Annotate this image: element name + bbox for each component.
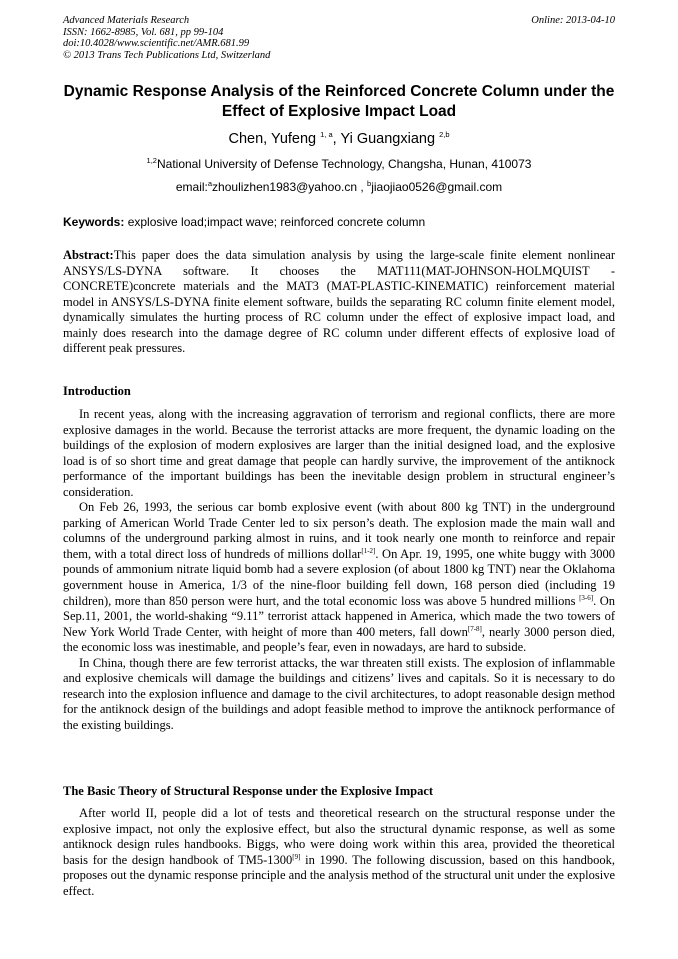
author-1: Chen, Yufeng [228,131,321,147]
abstract-text: This paper does the data simulation analysis by using the large-scale finite element nonlinear ANSYS/LS-DYNA software. It chooses the MAT111(MAT-JOHNSON-HOLMQUIST -CONCRETE)concrete materials and the MAT3 (MAT-PLASTIC-KINEMATIC) reinforcement material model in ANSYS/LS-DYNA finite element software, builds the separating RC column finite element model, dynamically simulates the hurting process of RC column under the effect of explosive impact load, and mainly does research into the damage degree of RC column under different effects of explosive load of different peak pressures. [63,248,615,356]
basic-theory-body [63,806,615,899]
journal-header [63,15,615,61]
affiliation-sup: 1,2 [146,156,157,165]
doi-line: doi:10.4028/www.scientific.net/AMR.681.99 [63,38,250,49]
author-separator: , [332,131,341,147]
basic-paragraph-1 [63,806,615,899]
author-2: Yi Guangxiang [340,131,440,147]
copyright-line: © 2013 Trans Tech Publications Ltd, Switzerland [63,49,271,61]
citation-ref: [7-8] [467,624,482,633]
email-a-sup: a [207,179,213,188]
intro-p2-part-a: On Feb 26, 1993, the serious car bomb explosive event (with about 800 kg TNT) in the underground parking of American World Trade Center led to six person’s death. The explosion made the main wall and columns of the underground parking almost in ruins, and it took nearly one month to reinforce and repair them, with a total direct loss of hundreds of millions dollar [63,500,615,561]
journal-name: Advanced Materials Research [63,15,190,26]
keywords-label: Keywords: [63,215,125,229]
abstract-label: Abstract: [63,248,114,262]
citation-ref: [1-2] [361,546,376,555]
online-date: Online: 2013-04-10 [531,15,615,26]
introduction-body [63,407,615,733]
paper-title: Dynamic Response Analysis of the Reinforced Concrete Column under the Effect of Explosive Impact Load [63,83,615,120]
intro-paragraph-1: In recent yeas, along with the increasing aggravation of terrorism and regional conflicts, there are more explosive damages in the world. Because the terrorist attacks are more frequent, the dynamic loading on the buildings of the explosion of modern explosives are larger than the initial designed load, and the explosive load is of so short time and great damage that people can hardly survive, the improvement of the antiknock performance of the important buildings has been the inevitable design problem in structural engineer’s consideration. [63,407,615,499]
intro-p2-part-d: , nearly 3000 person died, the economic loss was inestimable, and people’s fear, even in nowadays, are hard to subside. [63,624,616,655]
issn-line: ISSN: 1662-8985, Vol. 681, pp 99-104 [63,26,224,38]
email-prefix: email: [175,180,208,194]
email-a: zhoulizhen1983@yahoo.cn [212,180,358,194]
email-b: jiaojiao0526@gmail.com [371,180,503,194]
section-heading-basic-theory: The Basic Theory of Structural Response under the Explosive Impact [63,784,434,798]
citation-ref: [3-6] [579,593,594,602]
affiliation [0,157,678,171]
citation-ref: [9] [292,852,301,861]
section-heading-introduction: Introduction [63,384,131,398]
affiliation-text: National University of Defense Technology, Changsha, Hunan, 410073 [156,157,532,171]
email-line [0,180,678,194]
email-b-sup: b [367,179,372,188]
keywords [63,215,615,229]
intro-paragraph-3: In China, though there are few terrorist attacks, the war threaten still exists. The explosion of inflammable and explosive chemicals will damage the buildings and citizens’ lives and capitals. So it is necessary to do research into the explosion influence and damage to the civil architectures, to adopt reasonable design method for the antiknock design of the buildings and adopt feasible method to improve the antiknock performance of the existing buildings. [63,655,615,732]
intro-p2-part-c: . On Sep.11, 2001, the world-shaking “9.11” terrorist attack happened in America, which made the two towers of New York World Trade Center, with height of more than 400 meters, fall down [63,593,616,639]
author-1-sup: 1, a [320,130,333,140]
author-2-sup: 2,b [439,130,450,140]
basic-p1-part-b: in 1990. The following discussion, based on this handbook, proposes out the dynamic response principle and the analysis method of the structural unit under the explosive effect. [63,852,615,898]
basic-p1-part-a: After world II, people did a lot of tests and theoretical research on the structural response under the explosive impact, not only the explosive effect, but also the structural dynamic response, as well as some antiknock design rules handbooks. Biggs, who were doing work within this area, provided the theoretical basis for the design handbook of TM5-1300 [63,806,615,867]
intro-p2-part-b: . On Apr. 19, 1995, one white buggy with 3000 pounds of ammonium nitrate liquid bomb had a severe explosion (of about 1800 kg TNT) near the Oklahoma government house in America, 1/3 of the nine-floor building fell down, 168 person died (including 19 children), more than 850 person were hurt, and the total economic loss was above 5 hundred millions [63,546,615,608]
email-sep: , [357,180,368,194]
intro-paragraph-2 [63,500,615,655]
author-line [0,131,678,147]
keywords-text: explosive load;impact wave; reinforced concrete column [124,215,426,229]
abstract [63,248,615,357]
